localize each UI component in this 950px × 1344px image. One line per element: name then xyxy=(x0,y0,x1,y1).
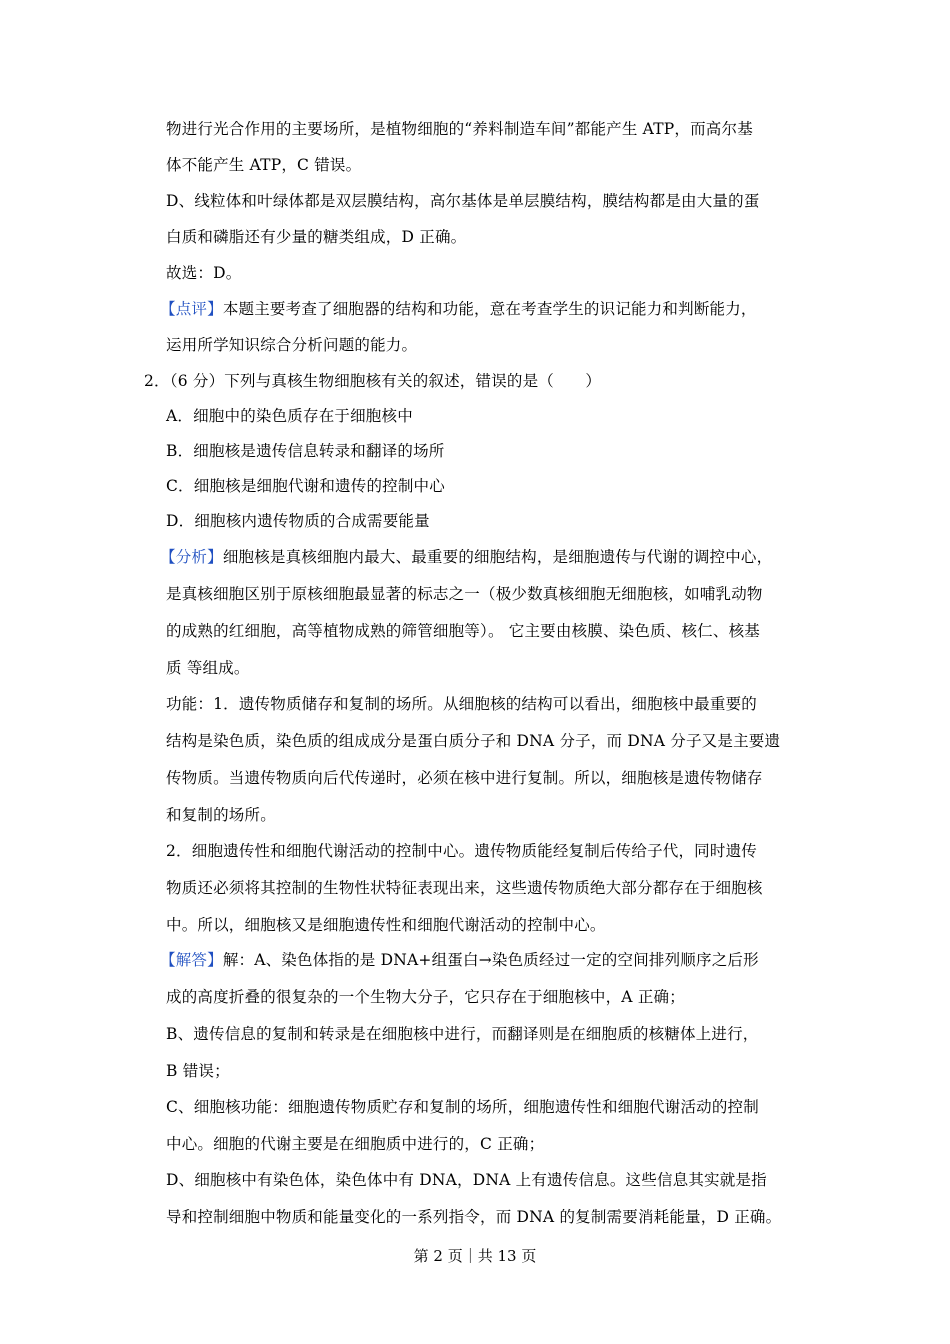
option-c: C．细胞核是细胞代谢和遗传的控制中心 xyxy=(166,477,445,495)
text-line: 是真核细胞区别于原核细胞最显著的标志之一（极少数真核细胞无细胞核，如哺乳动物 xyxy=(166,585,763,603)
text-line: 中心。细胞的代谢主要是在细胞质中进行的，C 正确； xyxy=(166,1135,545,1153)
text-line: B、遗传信息的复制和转录是在细胞核中进行，而翻译则是在细胞质的核糖体上进行， xyxy=(166,1025,759,1043)
text-line: 故选：D。 xyxy=(166,264,242,282)
text-line: 物质还必须将其控制的生物性状特征表现出来，这些遗传物质绝大部分都存在于细胞核 xyxy=(166,879,763,897)
text-line: D、细胞核中有染色体，染色体中有 DNA，DNA 上有遗传信息。这些信息其实就是指 xyxy=(166,1171,767,1189)
option-a: A．细胞中的染色质存在于细胞核中 xyxy=(166,407,413,425)
question-stem: 2．（6 分）下列与真核生物细胞核有关的叙述，错误的是（ ） xyxy=(144,372,602,390)
text-line: 的成熟的红细胞，高等植物成熟的筛管细胞等）。 它主要由核膜、染色质、核仁、核基 xyxy=(166,622,760,640)
text-line: 物进行光合作用的主要场所，是植物细胞的“养料制造车间”都能产生 ATP，而高尔基 xyxy=(166,120,753,138)
text-line: 成的高度折叠的很复杂的一个生物大分子，它只存在于细胞核中，A 正确； xyxy=(166,988,685,1006)
solution-paragraph xyxy=(160,950,759,970)
solution-tag: 【解答】 xyxy=(160,951,223,969)
text-line: 和复制的场所。 xyxy=(166,806,276,824)
text-line: 导和控制细胞中物质和能量变化的一系列指令，而 DNA 的复制需要消耗能量，D 正确。 xyxy=(166,1208,782,1226)
review-tag: 【点评】 xyxy=(160,300,223,318)
text-line: B 错误； xyxy=(166,1062,230,1080)
text-line: 2．细胞遗传性和细胞代谢活动的控制中心。遗传物质能经复制后传给子代，同时遗传 xyxy=(166,842,757,860)
text-line: 白质和磷脂还有少量的糖类组成，D 正确。 xyxy=(166,228,467,246)
analysis-text: 细胞核是真核细胞内最大、最重要的细胞结构，是细胞遗传与代谢的调控中心， xyxy=(222,548,773,566)
review-paragraph xyxy=(160,299,757,319)
text-line: 传物质。当遗传物质向后代传递时，必须在核中进行复制。所以，细胞核是遗传物储存 xyxy=(166,769,763,787)
analysis-tag: 【分析】 xyxy=(160,548,223,566)
solution-text: 解：A、染色体指的是 DNA+组蛋白→染色质经过一定的空间排列顺序之后形 xyxy=(222,951,759,969)
option-d: D．细胞核内遗传物质的合成需要能量 xyxy=(166,512,430,530)
page-footer: 第 2 页｜共 13 页 xyxy=(413,1247,537,1265)
review-text: 本题主要考查了细胞器的结构和功能，意在考查学生的识记能力和判断能力， xyxy=(222,300,757,318)
text-line: 结构是染色质，染色质的组成成分是蛋白质分子和 DNA 分子，而 DNA 分子又是主要遗 xyxy=(166,732,781,750)
text-line: 功能：1．遗传物质储存和复制的场所。从细胞核的结构可以看出，细胞核中最重要的 xyxy=(166,695,757,713)
text-line: D、线粒体和叶绿体都是双层膜结构，高尔基体是单层膜结构，膜结构都是由大量的蛋 xyxy=(166,192,760,210)
text-line: 质 等组成。 xyxy=(166,659,250,677)
text-line: 体不能产生 ATP，C 错误。 xyxy=(166,156,362,174)
text-line: 运用所学知识综合分析问题的能力。 xyxy=(166,336,418,354)
text-line: 中。所以，细胞核又是细胞遗传性和细胞代谢活动的控制中心。 xyxy=(166,916,606,934)
text-line: C、细胞核功能：细胞遗传物质贮存和复制的场所，细胞遗传性和细胞代谢活动的控制 xyxy=(166,1098,759,1116)
analysis-paragraph xyxy=(160,547,772,567)
option-b: B．细胞核是遗传信息转录和翻译的场所 xyxy=(166,442,445,460)
